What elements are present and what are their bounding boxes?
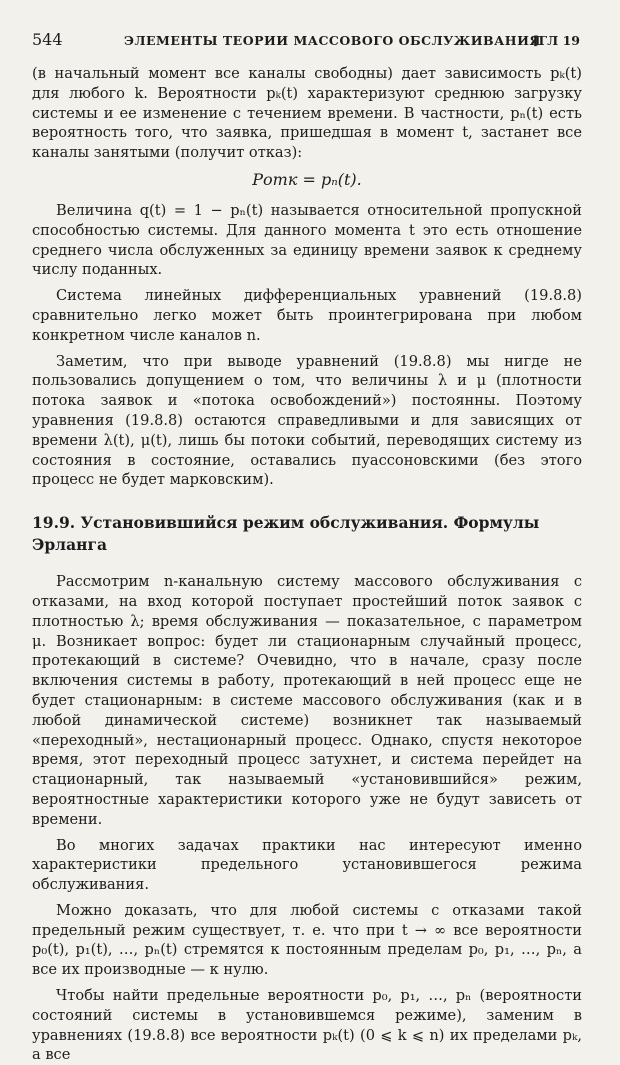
paragraph-1: (в начальный момент все каналы свободны) дает зависимость pₖ(t) для любого k. Вероятности pₖ(t) характеризуют среднюю загрузку системы и ее изменение с течением времени. В частности, pₙ(t) есть вероятность того, что заявка, пришедшая в момент t, застанет все каналы занятыми (получит отказ): [32, 65, 582, 162]
running-title: ЭЛЕМЕНТЫ ТЕОРИИ МАССОВОГО ОБСЛУЖИВАНИЯ [124, 33, 541, 48]
paragraph-7: Можно доказать, что для любой системы с отказами такой предельный режим существует, т. е. что при t → ∞ все вероятности p₀(t), p₁(t), …, pₙ(t) стремятся к постоянным пределам p₀, p₁, …, pₙ, а все их производные — к нулю. [32, 901, 582, 979]
chapter-label: [ГЛ 19 [532, 33, 580, 48]
paragraph-2: Величина q(t) = 1 − pₙ(t) называется относительной пропускной способностью системы. Для данного момента t это есть отношение среднего числа обслуженных за единицу времени заявок к среднему числу поданных. [32, 201, 582, 279]
paragraph-3: Система линейных дифференциальных уравнений (19.8.8) сравнительно легко может быть проинтегрирована при любом конкретном числе каналов n. [32, 287, 582, 344]
page-body [32, 64, 582, 1065]
paragraph-4: Заметим, что при выводе уравнений (19.8.8) мы нигде не пользовались допущением о том, что величины λ и μ (плотности потока заявок и «потока освобождений») постоянны. Поэтому уравнения (19.8.8) остаются справедливыми и для зависящих от времени λ(t), μ(t), лишь бы потоки событий, переводящих систему из состояния в состояние, оставались пуассоновскими (без этого процесс не будет марковским). [32, 352, 582, 489]
page-number: 544 [32, 30, 63, 49]
section-title: 19.9. Установившийся режим обслуживания. Формулы Эрланга [32, 513, 540, 555]
page-header [32, 30, 580, 54]
formula-refusal-probability: Pотк = pₙ(t). [252, 169, 362, 189]
paragraph-5: Рассмотрим n-канальную систему массового обслуживания с отказами, на вход которой поступает простейший поток заявок с плотностью λ; время обслуживания — показательное, с параметром μ. Возникает вопрос: будет ли стационарным случайный процесс, протекающий в системе? Очевидно, что в начале, сразу после включения системы в работу, протекающий в ней процесс еще не будет стационарным: в системе массового обслуживания (как и в любой динамической системе) возникнет так называемый «переходный», нестационарный процесс. Однако, спустя некоторое время, этот переходный процесс затухнет, и система перейдет на стационарный, так называемый «установившийся» режим, вероятностные характеристики которого уже не будут зависеть от времени. [32, 573, 582, 828]
paragraph-8: Чтобы найти предельные вероятности p₀, p₁, …, pₙ (вероятности состояний системы в установившемся режиме), заменим в уравнениях (19.8.8) все вероятности pₖ(t) (0 ⩽ k ⩽ n) их пределами pₖ, а все [32, 987, 582, 1064]
paragraph-6: Во многих задачах практики нас интересуют именно характеристики предельного установившегося режима обслуживания. [32, 836, 582, 894]
